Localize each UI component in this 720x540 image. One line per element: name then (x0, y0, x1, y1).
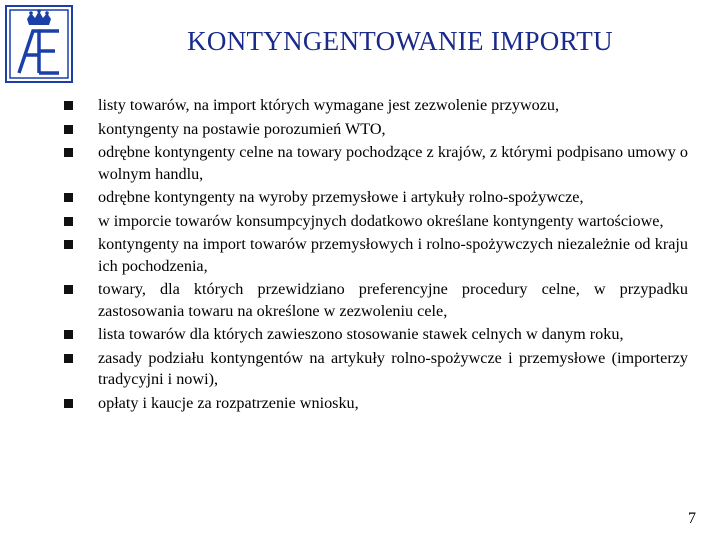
bullet-square-icon (64, 354, 73, 363)
page-number: 7 (688, 510, 696, 527)
bullet-square-icon (64, 217, 73, 226)
page-title: KONTYNGENTOWANIE IMPORTU (187, 26, 613, 56)
ae-crown-logo-icon (5, 5, 73, 83)
bullet-square-icon (64, 285, 73, 294)
bullet-square-icon (64, 125, 73, 134)
list-item (64, 211, 688, 233)
list-item-text: zasady podziału kontyngentów na artykuły rolno-spożywcze i przemysłowe (importerzy tradycyjni i nowi), (98, 348, 688, 388)
list-item (64, 393, 688, 415)
list-item-text: kontyngenty na postawie porozumień WTO, (98, 119, 386, 138)
list-item (64, 348, 688, 391)
list-item (64, 187, 688, 209)
list-item-text: towary, dla których przewidziano preferencyjne procedury celne, w przypadku zastosowania towaru na określone w zezwoleniu cele, (98, 280, 688, 320)
list-item-text: listy towarów, na import których wymagane jest zezwolenie przywozu, (98, 96, 560, 114)
list-item (64, 119, 688, 141)
bullet-square-icon (64, 330, 73, 339)
list-item-text: odrębne kontyngenty na wyroby przemysłowe i artykuły rolno-spożywcze, (98, 188, 584, 206)
list-item (64, 279, 688, 322)
bullet-list (64, 95, 688, 416)
list-item (64, 142, 688, 185)
list-item (64, 234, 688, 277)
ae-logo (5, 5, 73, 83)
list-item (64, 95, 688, 117)
bullet-square-icon (64, 399, 73, 408)
list-item (64, 324, 688, 346)
list-item-text: opłaty i kaucje za rozpatrzenie wniosku, (98, 393, 359, 412)
list-item-text: kontyngenty na import towarów przemysłowych i rolno-spożywczych niezależnie od kraju ich pochodzenia, (98, 235, 688, 275)
bullet-square-icon (64, 240, 73, 249)
list-item-text: lista towarów dla których zawieszono stosowanie stawek celnych w danym roku, (98, 325, 624, 343)
bullet-square-icon (64, 193, 73, 202)
list-item-text: w imporcie towarów konsumpcyjnych dodatkowo określane kontyngenty wartościowe, (98, 211, 664, 230)
list-item-text: odrębne kontyngenty celne na towary pochodzące z krajów, z którymi podpisano umowy o wolnym handlu, (98, 143, 688, 183)
bullet-square-icon (64, 148, 73, 157)
bullet-square-icon (64, 101, 73, 110)
